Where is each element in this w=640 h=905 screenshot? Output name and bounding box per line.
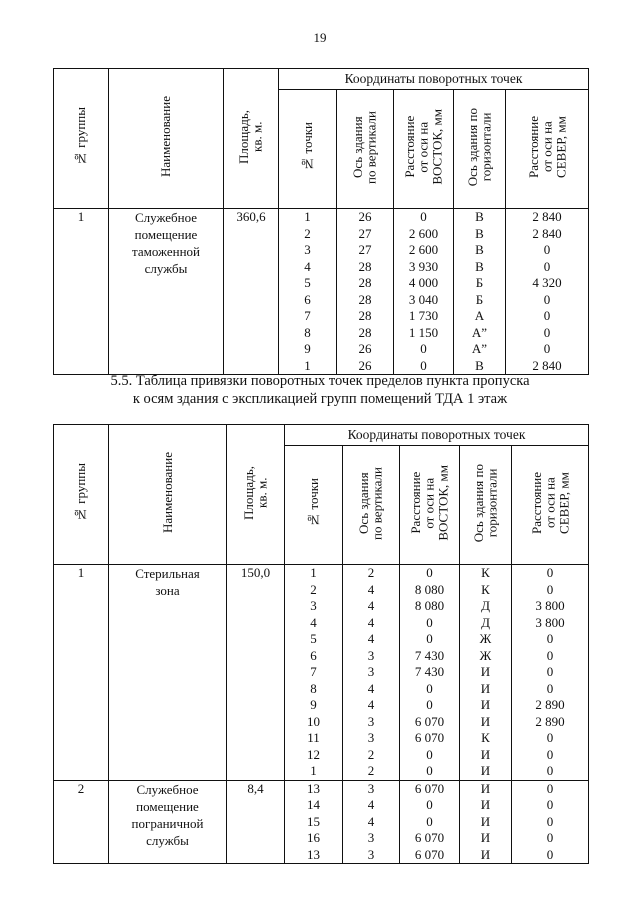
horizontal-axis-value: В [475,209,484,224]
vertical-axis-value: 4 [367,598,375,613]
vertical-axis-value: 3 [367,664,375,679]
vertical-axis-column [337,209,394,375]
east-distance-value: 0 [426,813,433,829]
horizontal-axis-value: К [481,581,490,597]
east-distance-value: 1 730 [408,308,439,323]
point-number-value: 15 [307,813,320,829]
north-distance-header: Расстояние от оси на СЕВЕР, мм [512,446,589,565]
vertical-axis-value: 4 [367,614,375,630]
east-distance-value: 0 [426,680,433,696]
vertical-axis-value: 3 [367,846,375,862]
east-distance-value: 0 [426,614,433,630]
group-row [54,209,589,375]
north-distance-value: 0 [546,581,554,597]
point-number-value: 5 [304,275,311,290]
vertical-axis-column [343,780,400,864]
point-number-value: 2 [310,581,317,597]
vertical-axis-value: 28 [358,291,372,307]
area-cell: 150,0 [227,565,285,781]
east-distance-value: 7 430 [414,664,445,679]
group-number-cell: 1 [54,209,109,375]
north-distance-value: 3 800 [535,614,565,630]
point-number-column [285,565,343,781]
horizontal-axis-value: В [475,242,484,257]
horizontal-axis-value: И [480,763,491,778]
coordinates-header: Координаты поворотных точек [285,425,589,446]
point-number-value: 1 [304,357,311,373]
east-distance-value: 0 [426,565,433,580]
horizontal-axis-value: И [480,680,491,696]
north-distance-value: 0 [546,647,554,663]
vertical-axis-value: 3 [367,713,375,729]
east-distance-column [400,565,460,781]
north-distance-value: 0 [543,324,551,340]
horizontal-axis-column [460,565,512,781]
north-distance-value: 0 [546,813,554,829]
east-distance-value: 7 430 [414,647,445,663]
coordinates-header: Координаты поворотных точек [279,69,589,90]
vertical-axis-value: 26 [358,341,372,356]
point-number-value: 12 [307,746,320,762]
point-number-value: 8 [304,324,311,340]
caption-line-2: к осям здания с экспликацией групп помещений ТДА 1 этаж [132,391,508,407]
north-distance-value: 0 [543,291,551,307]
horizontal-axis-value: Ж [479,631,492,646]
north-distance-column [506,209,589,375]
east-distance-value: 6 070 [414,780,445,796]
group-number-header: № группы [54,425,109,565]
vertical-axis-value: 2 [367,746,375,762]
vertical-axis-value: 2 [367,763,375,778]
point-number-value: 5 [310,631,317,646]
east-distance-value: 6 070 [414,830,445,845]
east-distance-column [400,780,460,864]
east-distance-value: 0 [426,746,433,762]
caption-line-1: 5.5. Таблица привязки поворотных точек пределов пункта пропуска [110,373,530,389]
vertical-axis-value: 4 [367,697,375,712]
east-distance-header: Расстояние от оси на ВОСТОК, мм [400,446,460,565]
vertical-axis-value: 3 [367,647,375,663]
horizontal-axis-value: А [474,308,485,323]
name-header: Наименование [109,69,224,209]
name-cell: Служебное помещение таможенной службы [109,209,224,375]
horizontal-axis-value: И [480,697,491,712]
point-number-value: 16 [307,830,320,845]
vertical-axis-value: 26 [358,357,372,373]
north-distance-value: 0 [543,258,551,274]
coordinates-table-1 [53,68,589,375]
horizontal-axis-value: К [481,730,490,745]
horizontal-axis-column [454,209,506,375]
horizontal-axis-value: И [480,813,491,829]
east-distance-value: 0 [426,631,433,646]
point-number-value: 10 [307,713,320,729]
north-distance-value: 0 [546,631,554,646]
horizontal-axis-value: И [480,846,491,862]
point-number-value: 8 [310,680,317,696]
vertical-axis-value: 4 [367,813,375,829]
vertical-axis-value: 4 [367,631,375,646]
point-number-value: 2 [304,225,311,241]
point-number-value: 9 [304,341,311,356]
north-distance-value: 0 [543,341,551,356]
horizontal-axis-header: Ось здания по горизонтали [454,90,506,209]
vertical-axis-value: 4 [367,581,375,597]
point-number-value: 4 [304,258,311,274]
point-number-value: 1 [310,763,317,778]
horizontal-axis-header: Ось здания по горизонтали [460,446,512,565]
point-number-header: № точки [285,446,343,565]
vertical-axis-value: 3 [367,730,375,745]
vertical-axis-value: 28 [358,324,372,340]
point-number-header: № точки [279,90,337,209]
horizontal-axis-value: А” [471,341,488,356]
point-number-value: 4 [310,614,317,630]
north-distance-value: 0 [546,680,554,696]
horizontal-axis-column [460,780,512,864]
east-distance-value: 0 [420,357,427,373]
name-cell: Стерильная зона [109,565,227,781]
east-distance-value: 8 080 [414,581,445,597]
east-distance-value: 2 600 [408,242,439,257]
horizontal-axis-value: Ж [479,647,492,663]
area-cell: 360,6 [224,209,279,375]
vertical-axis-value: 26 [358,209,372,224]
horizontal-axis-value: В [475,357,484,373]
point-number-value: 14 [307,797,320,812]
horizontal-axis-value: В [475,258,484,274]
north-distance-value: 0 [546,780,554,796]
east-distance-value: 0 [426,763,433,778]
group-number-cell: 2 [54,780,109,864]
point-number-column [285,780,343,864]
east-distance-column [394,209,454,375]
point-number-value: 7 [304,308,311,323]
point-number-value: 1 [310,565,317,580]
vertical-axis-value: 27 [358,242,372,257]
north-distance-value: 0 [546,565,554,580]
north-distance-column [512,565,589,781]
east-distance-value: 0 [426,797,433,812]
east-distance-value: 0 [420,341,427,356]
north-distance-value: 4 320 [532,275,562,290]
point-number-value: 3 [304,242,311,257]
north-distance-value: 2 840 [532,357,562,373]
section-caption [40,372,600,408]
horizontal-axis-value: И [480,746,491,762]
area-header: Площадь, кв. м. [224,69,279,209]
vertical-axis-column [343,565,400,781]
horizontal-axis-value: И [480,664,491,679]
vertical-axis-value: 2 [367,565,375,580]
page-number: 19 [313,30,327,45]
vertical-axis-value: 3 [367,830,375,845]
north-distance-value: 0 [546,763,554,778]
point-number-value: 13 [307,846,320,862]
north-distance-value: 2 890 [535,697,565,712]
north-distance-value: 0 [543,242,551,257]
east-distance-value: 4 000 [408,275,439,290]
vertical-axis-value: 4 [367,680,375,696]
horizontal-axis-value: Б [475,291,484,307]
vertical-axis-header: Ось здания по вертикали [337,90,394,209]
east-distance-value: 3 040 [408,291,439,307]
east-distance-value: 2 600 [408,225,439,241]
east-distance-value: 6 070 [414,846,445,862]
north-distance-value: 0 [546,664,554,679]
horizontal-axis-value: И [480,797,491,812]
east-distance-value: 8 080 [414,598,445,613]
horizontal-axis-value: К [481,565,490,580]
east-distance-value: 0 [420,209,427,224]
group-number-header: № группы [54,69,109,209]
table1-body [54,209,589,375]
name-cell: Служебное помещение пограничной службы [109,780,227,864]
horizontal-axis-value: Б [475,275,484,290]
east-distance-value: 1 150 [408,324,439,340]
point-number-value: 7 [310,664,317,679]
north-distance-value: 0 [546,730,554,745]
east-distance-value: 6 070 [414,730,445,745]
table2-body [54,565,589,864]
point-number-column [279,209,337,375]
north-distance-value: 3 800 [535,598,565,613]
north-distance-value: 2 840 [532,225,562,241]
vertical-axis-header: Ось здания по вертикали [343,446,400,565]
vertical-axis-value: 28 [358,258,372,274]
horizontal-axis-value: И [480,780,491,796]
horizontal-axis-value: Д [481,598,490,613]
point-number-value: 9 [310,697,317,712]
north-distance-header: Расстояние от оси на СЕВЕР, мм [506,90,589,209]
horizontal-axis-value: А” [471,324,488,340]
point-number-value: 11 [307,730,320,745]
vertical-axis-value: 27 [358,225,372,241]
group-number-cell: 1 [54,565,109,781]
vertical-axis-value: 4 [367,797,375,812]
point-number-value: 6 [304,291,311,307]
vertical-axis-value: 28 [358,308,372,323]
point-number-value: 6 [310,647,317,663]
north-distance-value: 0 [546,746,554,762]
horizontal-axis-value: Д [481,614,490,630]
name-header: Наименование [109,425,227,565]
north-distance-value: 2 890 [535,713,565,729]
north-distance-value: 0 [543,308,551,323]
horizontal-axis-value: В [475,225,484,241]
north-distance-value: 0 [546,830,554,845]
east-distance-value: 0 [426,697,433,712]
north-distance-value: 2 840 [532,209,562,224]
group-row [54,780,589,864]
point-number-value: 3 [310,598,317,613]
coordinates-table-2 [53,424,589,864]
vertical-axis-value: 3 [367,780,375,796]
north-distance-column [512,780,589,864]
east-distance-value: 6 070 [414,713,445,729]
point-number-value: 1 [304,209,311,224]
area-cell: 8,4 [227,780,285,864]
point-number-value: 13 [307,780,320,796]
group-row [54,565,589,781]
vertical-axis-value: 28 [358,275,372,290]
east-distance-value: 3 930 [408,258,439,274]
horizontal-axis-value: И [480,713,491,729]
area-header: Площадь, кв. м. [227,425,285,565]
horizontal-axis-value: И [480,830,491,845]
north-distance-value: 0 [546,797,554,812]
east-distance-header: Расстояние от оси на ВОСТОК, мм [394,90,454,209]
north-distance-value: 0 [546,846,554,862]
